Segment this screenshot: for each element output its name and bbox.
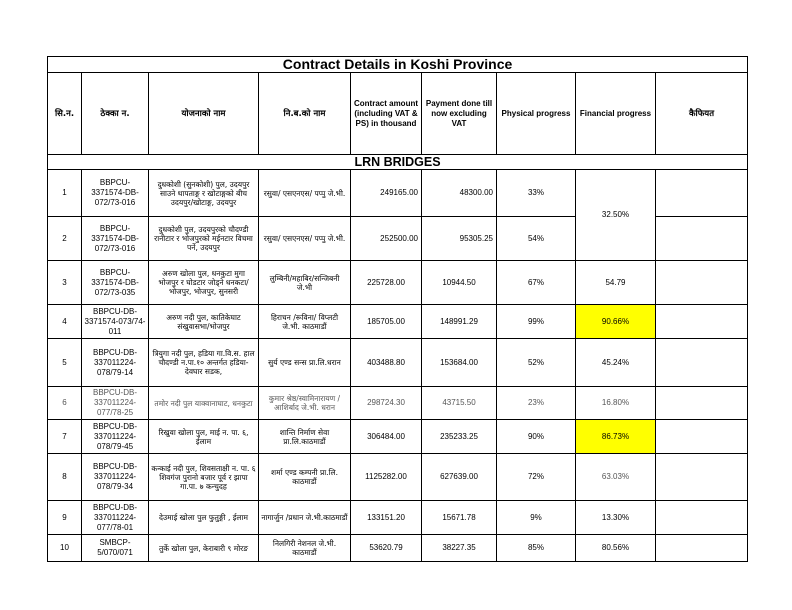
cell-contractor: हिराचन /रूविना/ विप्लटी जे.भी. काठमाडौं [259,305,351,339]
cell-remarks [656,217,748,261]
cell-payment: 153684.00 [422,339,497,387]
header-physical: Physical progress [497,73,576,155]
cell-amount: 306484.00 [351,420,422,454]
cell-contractor: सुर्य एण्ड सन्स प्रा.लि.धरान [259,339,351,387]
table-row [48,501,748,535]
table-row [48,387,748,420]
cell-remarks [656,535,748,562]
cell-sn: 5 [48,339,82,387]
cell-contract: BBPCU-3371574-DB-072/73-016 [82,217,149,261]
cell-remarks [656,387,748,420]
cell-financial: 16.80% [576,387,656,420]
cell-contractor: नागार्जुन /प्रधान जे.भी.काठमाडौं [259,501,351,535]
cell-project: तुर्के खोला पुल, केराबारी ९ मोरङ [149,535,259,562]
cell-project: त्रियुगा नदी पुल, हडिया गा.वि.स. हाल चौदण्डी न.पा.१० अन्तर्गत हडिया-देवघार सडक, [149,339,259,387]
cell-payment: 38227.35 [422,535,497,562]
cell-contract: BBPCU-DB-337011224-077/78-01 [82,501,149,535]
cell-project: तमोर नदी पुल याक्वानाघाट, धनकुटा [149,387,259,420]
cell-physical: 54% [497,217,576,261]
contract-sheet [47,56,748,562]
cell-contractor: रसुवा/ एसएनएस/ पप्पु जे.भी. [259,217,351,261]
cell-physical: 90% [497,420,576,454]
cell-amount: 298724.30 [351,387,422,420]
cell-financial: 63.03% [576,454,656,501]
header-contractor: नि.ब.को नाम [259,73,351,155]
cell-sn: 4 [48,305,82,339]
cell-contract: BBPCU-DB-337011224-078/79-14 [82,339,149,387]
cell-project: कन्काई नदी पुल, शिवसताक्षी न. पा. ६ शिवगंज पुरानो बजार पूर्व र झापा गा.पा. ७ कन्चुदह [149,454,259,501]
cell-payment: 43715.50 [422,387,497,420]
cell-financial: 54.79 [576,261,656,305]
cell-remarks [656,454,748,501]
cell-amount: 249165.00 [351,170,422,217]
cell-amount: 403488.80 [351,339,422,387]
table-row [48,170,748,217]
header-row [48,73,748,155]
cell-sn: 6 [48,387,82,420]
contract-table [47,56,748,562]
cell-remarks [656,170,748,217]
table-row [48,261,748,305]
cell-project: दुधकोशी पुल, उदयपुरको चौदण्डी रानीटार र भोजपुरको मईनटार विचमा पर्ने, उदयपुर [149,217,259,261]
header-amount: Contract amount (including VAT & PS) in thousand [351,73,422,155]
cell-physical: 9% [497,501,576,535]
cell-remarks [656,261,748,305]
table-row [48,305,748,339]
cell-payment: 235233.25 [422,420,497,454]
header-contract-no: ठेक्का न. [82,73,149,155]
cell-payment: 10944.50 [422,261,497,305]
cell-contract: BBPCU-DB-337011224-077/78-25 [82,387,149,420]
table-title: Contract Details in Koshi Province [48,57,748,73]
cell-financial-merged: 32.50% [576,170,656,261]
cell-project: देउमाई खोला पुल फुतुङ्गी , ईलाम [149,501,259,535]
cell-contract: BBPCU-DB-337011224-078/79-34 [82,454,149,501]
header-sn: सि.न. [48,73,82,155]
cell-amount: 133151.20 [351,501,422,535]
cell-physical: 67% [497,261,576,305]
table-row [48,535,748,562]
cell-contract: BBPCU-3371574-DB-072/73-016 [82,170,149,217]
cell-financial: 45.24% [576,339,656,387]
cell-physical: 99% [497,305,576,339]
cell-contractor: लुम्बिनी/महाबिर/सन्जिबनी जे.भी [259,261,351,305]
cell-physical: 72% [497,454,576,501]
cell-contractor: शर्मा एण्ड कम्पनी प्रा.लि. काठमाडौं [259,454,351,501]
table-row [48,420,748,454]
cell-payment: 15671.78 [422,501,497,535]
cell-physical: 33% [497,170,576,217]
cell-contractor: रसुवा/ एसएनएस/ पप्पु जे.भी. [259,170,351,217]
cell-sn: 1 [48,170,82,217]
cell-sn: 7 [48,420,82,454]
cell-contractor: कुमार श्रेष्ठ/स्वामिनारायण /आशिर्बाद जे.भी. धरान [259,387,351,420]
cell-amount: 53620.79 [351,535,422,562]
table-row [48,454,748,501]
cell-financial: 80.56% [576,535,656,562]
cell-sn: 9 [48,501,82,535]
header-remarks: कैफियत [656,73,748,155]
cell-contract: SMBCP-5/070/071 [82,535,149,562]
cell-payment: 48300.00 [422,170,497,217]
cell-amount: 185705.00 [351,305,422,339]
header-project-name: योजनाको नाम [149,73,259,155]
cell-remarks [656,501,748,535]
cell-sn: 2 [48,217,82,261]
cell-payment: 627639.00 [422,454,497,501]
header-financial: Financial progress [576,73,656,155]
cell-project: दुधकोशी (सुनकोशी) पुल, उदयपुर साउने थापताङ्ग र खोटाङ्गको बीच उदयपुर/खोटाङ्ग, उदयपुर [149,170,259,217]
cell-payment: 95305.25 [422,217,497,261]
cell-sn: 3 [48,261,82,305]
cell-contract: BBPCU-DB-337011224-078/79-45 [82,420,149,454]
cell-contractor: निलगिरी नेशनल जे.भी. काठमाडौं [259,535,351,562]
cell-sn: 10 [48,535,82,562]
cell-financial-highlighted: 86.73% [576,420,656,454]
cell-contractor: शान्ति निर्माण सेवा प्रा.लि.काठमाडौं [259,420,351,454]
cell-remarks [656,420,748,454]
cell-physical: 23% [497,387,576,420]
cell-financial-highlighted: 90.66% [576,305,656,339]
cell-physical: 85% [497,535,576,562]
cell-remarks [656,339,748,387]
cell-project: रिखुवा खोला पुल, माई न. पा. ६, ईलाम [149,420,259,454]
header-payment: Payment done till now excluding VAT [422,73,497,155]
cell-project: अरुण नदी पुल, कातिकेघाट संखुवासभा/भोजपुर [149,305,259,339]
cell-remarks [656,305,748,339]
cell-amount: 225728.00 [351,261,422,305]
cell-payment: 148991.29 [422,305,497,339]
cell-contract: BBPCU-3371574-DB-072/73-035 [82,261,149,305]
cell-sn: 8 [48,454,82,501]
cell-amount: 252500.00 [351,217,422,261]
cell-physical: 52% [497,339,576,387]
cell-project: अरुण खोला पुल, धनकुटा मुगा भोजपुर र घोडटार जोड्ने धनकटा/भोजपुर, भोजपुर, सुनसरी [149,261,259,305]
table-row [48,339,748,387]
cell-amount: 1125282.00 [351,454,422,501]
section-heading: LRN BRIDGES [48,155,748,170]
cell-contract: BBPCU-DB-3371574-073/74-011 [82,305,149,339]
cell-financial: 13.30% [576,501,656,535]
